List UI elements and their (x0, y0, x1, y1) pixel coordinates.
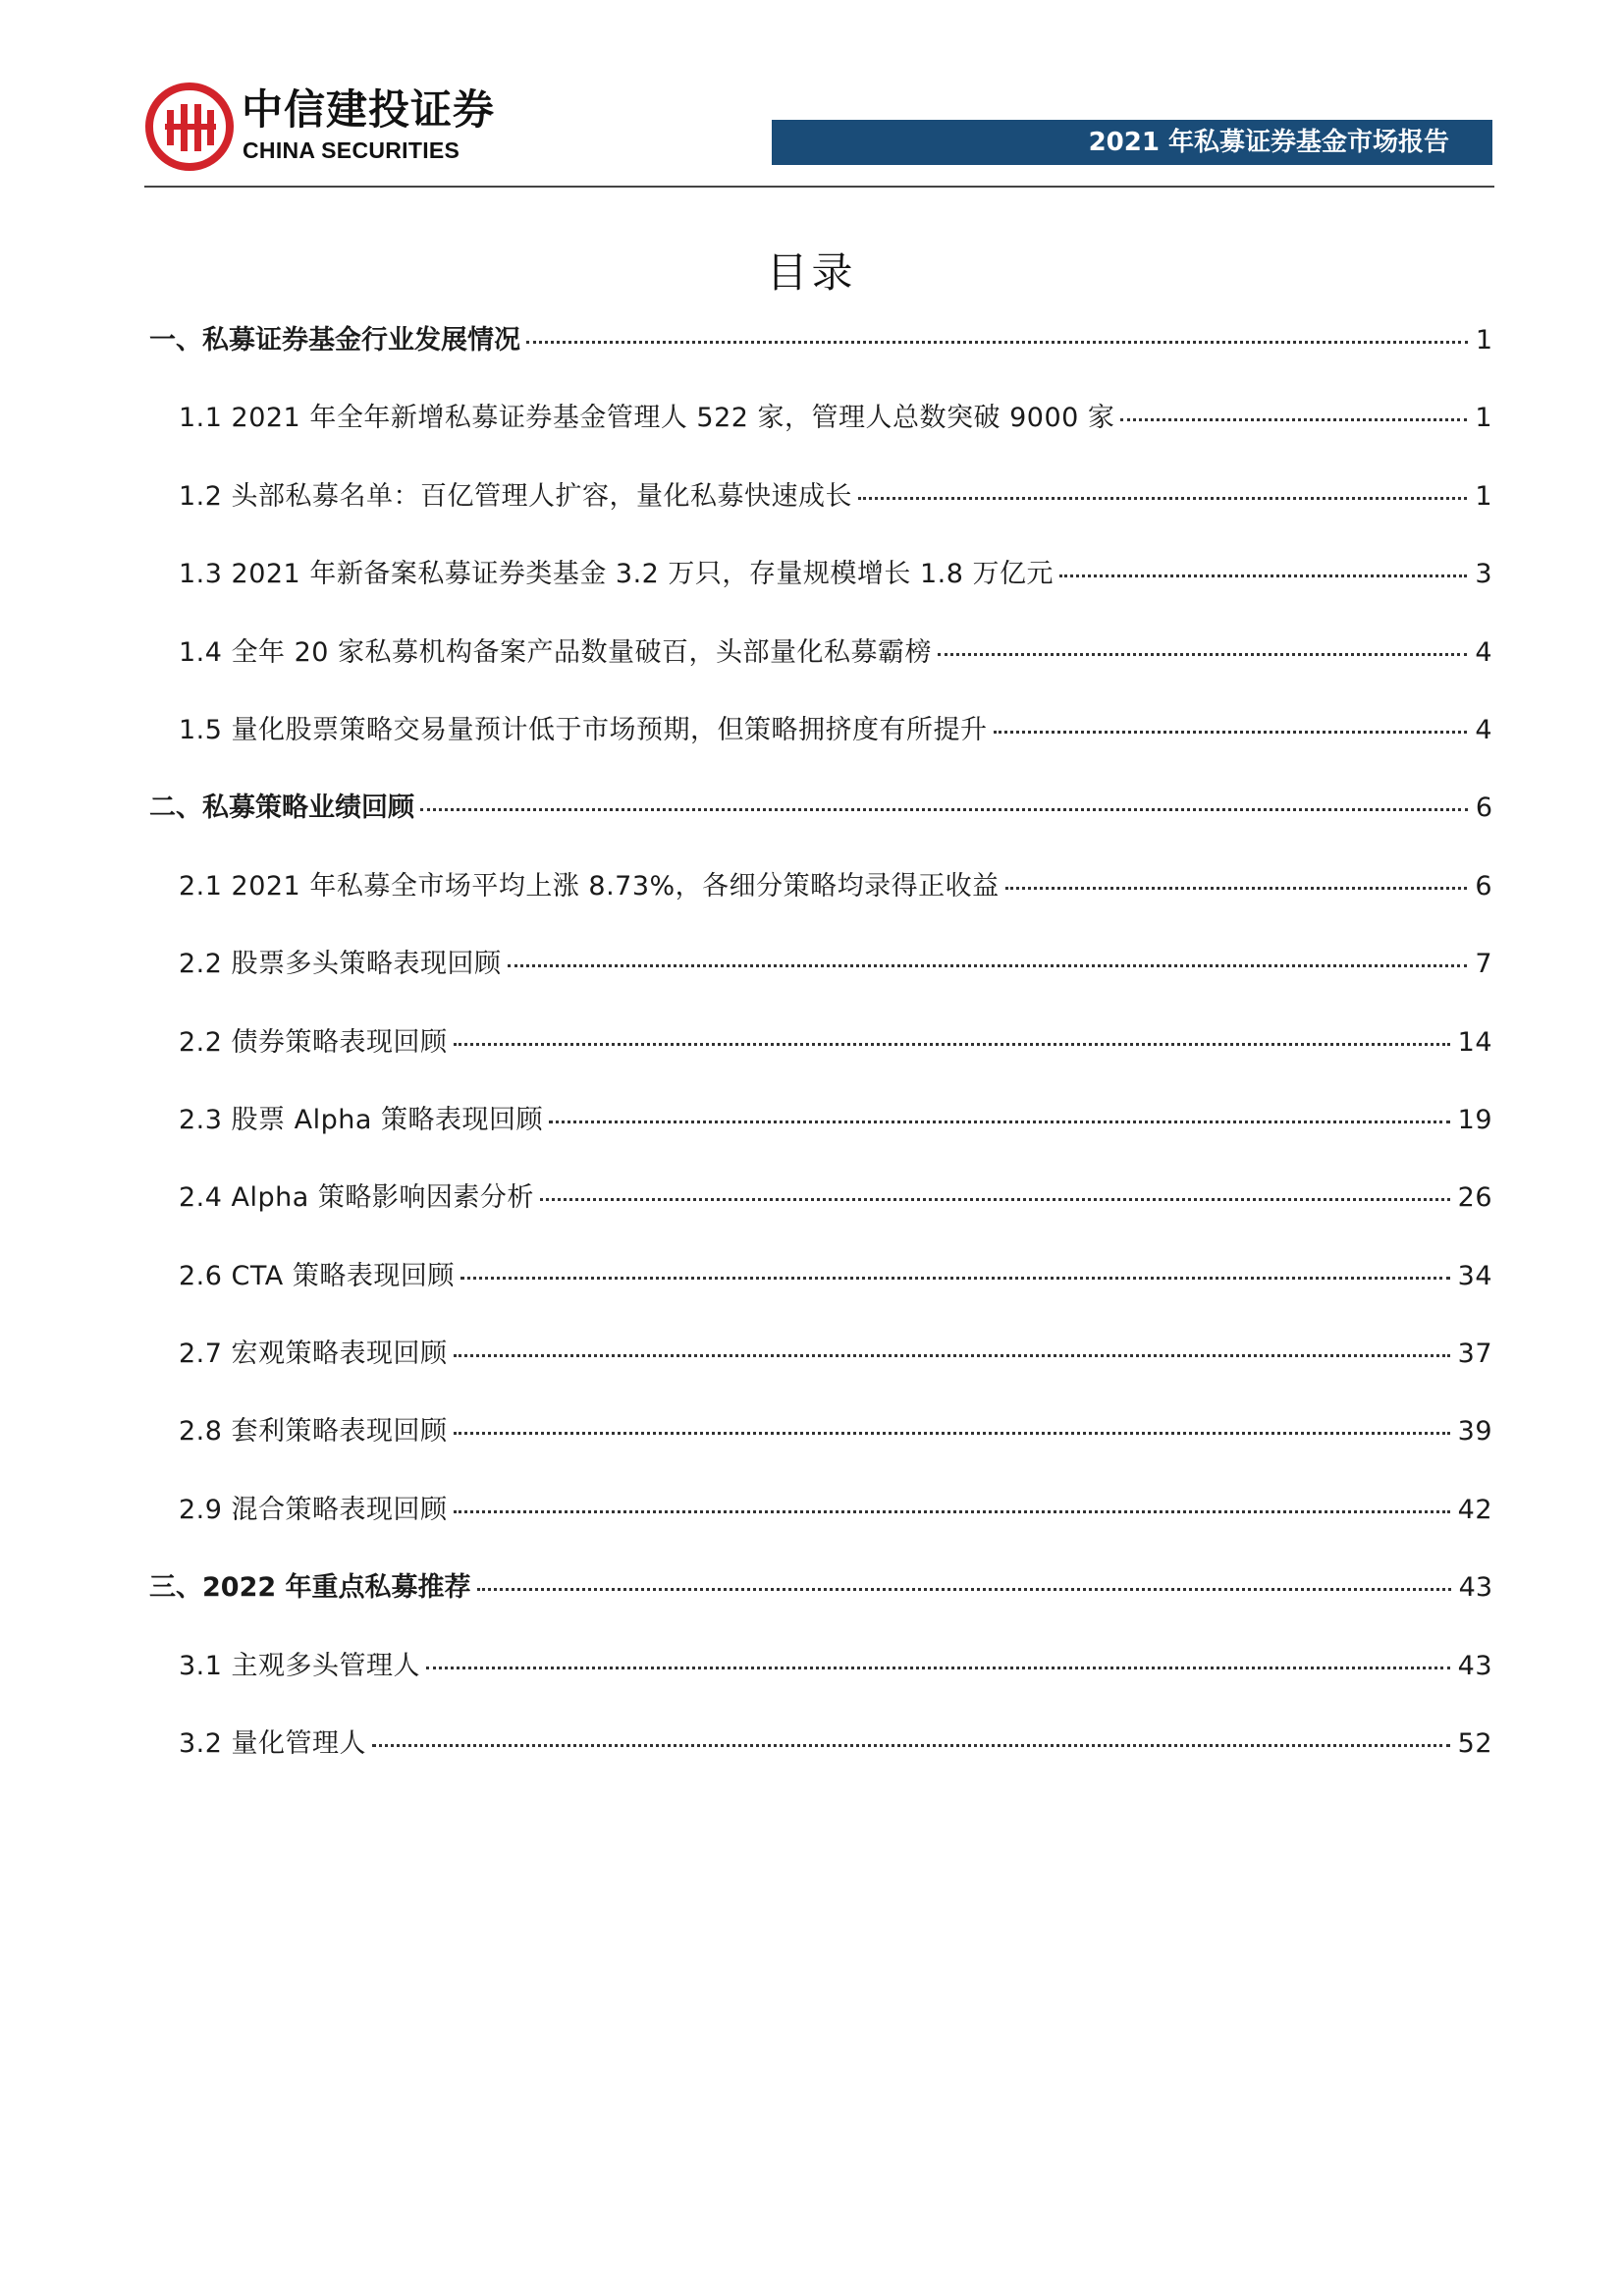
toc-entry-page-number: 43 (1457, 1650, 1492, 1681)
toc-entry-page-number: 7 (1475, 949, 1492, 980)
toc-subsection-entry[interactable] (149, 707, 1492, 785)
toc-subsection-entry[interactable] (149, 863, 1492, 941)
report-title: 2021 年私募证券基金市场报告 (1088, 128, 1449, 157)
brand-name-english: CHINA SECURITIES (243, 137, 460, 163)
toc-entry-page-number: 4 (1475, 714, 1492, 745)
toc-entry-page-number: 6 (1475, 870, 1492, 902)
toc-leader-dots (994, 731, 1468, 734)
toc-leader-dots (858, 497, 1467, 500)
toc-entry-label: 2.4 Alpha 策略影响因素分析 (179, 1182, 534, 1214)
china-securities-logo-icon (145, 82, 234, 171)
toc-leader-dots (549, 1121, 1450, 1123)
toc-subsection-entry[interactable] (149, 1487, 1492, 1564)
page-header (0, 0, 1623, 191)
toc-entry-page-number: 42 (1457, 1494, 1492, 1525)
toc-entry-page-number: 6 (1475, 793, 1492, 824)
toc-entry-label: 2.2 债券策略表现回顾 (179, 1026, 448, 1058)
toc-leader-dots (1120, 418, 1467, 421)
toc-leader-dots (526, 341, 1468, 344)
toc-title: 目录 (766, 248, 857, 297)
toc-leader-dots (1005, 887, 1468, 890)
toc-entry-page-number: 26 (1457, 1182, 1492, 1214)
toc-subsection-entry[interactable] (149, 1331, 1492, 1408)
toc-leader-dots (508, 964, 1468, 967)
toc-subsection-entry[interactable] (149, 395, 1492, 472)
toc-entry-page-number: 52 (1457, 1728, 1492, 1760)
toc-leader-dots (477, 1588, 1451, 1591)
toc-entry-label: 三、2022 年重点私募推荐 (149, 1572, 471, 1604)
toc-entry-label: 2.2 股票多头策略表现回顾 (179, 949, 502, 980)
toc-section-entry[interactable] (149, 1564, 1492, 1642)
toc-entry-label: 2.3 股票 Alpha 策略表现回顾 (179, 1104, 543, 1135)
toc-subsection-entry[interactable] (149, 1175, 1492, 1252)
toc-leader-dots (938, 653, 1467, 656)
toc-subsection-entry[interactable] (149, 473, 1492, 551)
toc-entry-label: 2.1 2021 年私募全市场平均上涨 8.73%，各细分策略均录得正收益 (179, 870, 1000, 902)
toc-entry-label: 3.2 量化管理人 (179, 1728, 367, 1760)
toc-entry-label: 3.1 主观多头管理人 (179, 1650, 421, 1681)
toc-entry-label: 一、私募证券基金行业发展情况 (149, 325, 520, 355)
toc-subsection-entry[interactable] (149, 941, 1492, 1018)
toc-entry-label: 1.2 头部私募名单：百亿管理人扩容，量化私募快速成长 (179, 480, 853, 512)
toc-subsection-entry[interactable] (149, 629, 1492, 707)
header-divider (144, 186, 1494, 188)
toc-entry-page-number: 3 (1475, 559, 1492, 590)
toc-section-entry[interactable] (149, 785, 1492, 862)
toc-subsection-entry[interactable] (149, 1643, 1492, 1721)
toc-entry-label: 1.3 2021 年新备案私募证券类基金 3.2 万只，存量规模增长 1.8 万亿元 (179, 559, 1055, 590)
toc-subsection-entry[interactable] (149, 1253, 1492, 1331)
toc-subsection-entry[interactable] (149, 1019, 1492, 1097)
toc-entry-label: 2.7 宏观策略表现回顾 (179, 1339, 448, 1370)
toc-entry-page-number: 1 (1475, 480, 1492, 512)
toc-entry-page-number: 19 (1457, 1104, 1492, 1135)
table-of-contents (149, 317, 1492, 1798)
toc-entry-page-number: 1 (1475, 403, 1492, 434)
toc-entry-page-number: 1 (1475, 325, 1492, 355)
toc-leader-dots (454, 1043, 1450, 1046)
toc-leader-dots (540, 1198, 1450, 1201)
toc-entry-page-number: 39 (1457, 1416, 1492, 1448)
toc-entry-label: 2.8 套利策略表现回顾 (179, 1416, 448, 1448)
toc-leader-dots (420, 808, 1468, 811)
toc-subsection-entry[interactable] (149, 1097, 1492, 1175)
toc-entry-label: 1.4 全年 20 家私募机构备案产品数量破百，头部量化私募霸榜 (179, 636, 933, 668)
toc-subsection-entry[interactable] (149, 551, 1492, 629)
toc-entry-page-number: 4 (1475, 636, 1492, 668)
toc-entry-label: 1.1 2021 年全年新增私募证券基金管理人 522 家，管理人总数突破 9000 家 (179, 403, 1115, 434)
toc-entry-label: 二、私募策略业绩回顾 (149, 793, 414, 824)
brand-name-chinese: 中信建投证券 (242, 85, 496, 134)
toc-entry-page-number: 43 (1458, 1572, 1492, 1604)
toc-leader-dots (426, 1667, 1450, 1669)
toc-leader-dots (372, 1744, 1450, 1747)
report-title-banner (772, 120, 1492, 165)
toc-entry-page-number: 34 (1457, 1260, 1492, 1291)
toc-entry-label: 1.5 量化股票策略交易量预计低于市场预期，但策略拥挤度有所提升 (179, 714, 988, 745)
toc-leader-dots (460, 1277, 1450, 1280)
toc-entry-label: 2.6 CTA 策略表现回顾 (179, 1260, 455, 1291)
toc-leader-dots (454, 1432, 1450, 1435)
toc-entry-label: 2.9 混合策略表现回顾 (179, 1494, 448, 1525)
toc-subsection-entry[interactable] (149, 1721, 1492, 1798)
toc-entry-page-number: 14 (1457, 1026, 1492, 1058)
toc-subsection-entry[interactable] (149, 1408, 1492, 1486)
toc-leader-dots (454, 1354, 1450, 1357)
toc-leader-dots (454, 1510, 1450, 1513)
toc-leader-dots (1059, 574, 1467, 577)
toc-entry-page-number: 37 (1457, 1339, 1492, 1370)
toc-section-entry[interactable] (149, 317, 1492, 395)
